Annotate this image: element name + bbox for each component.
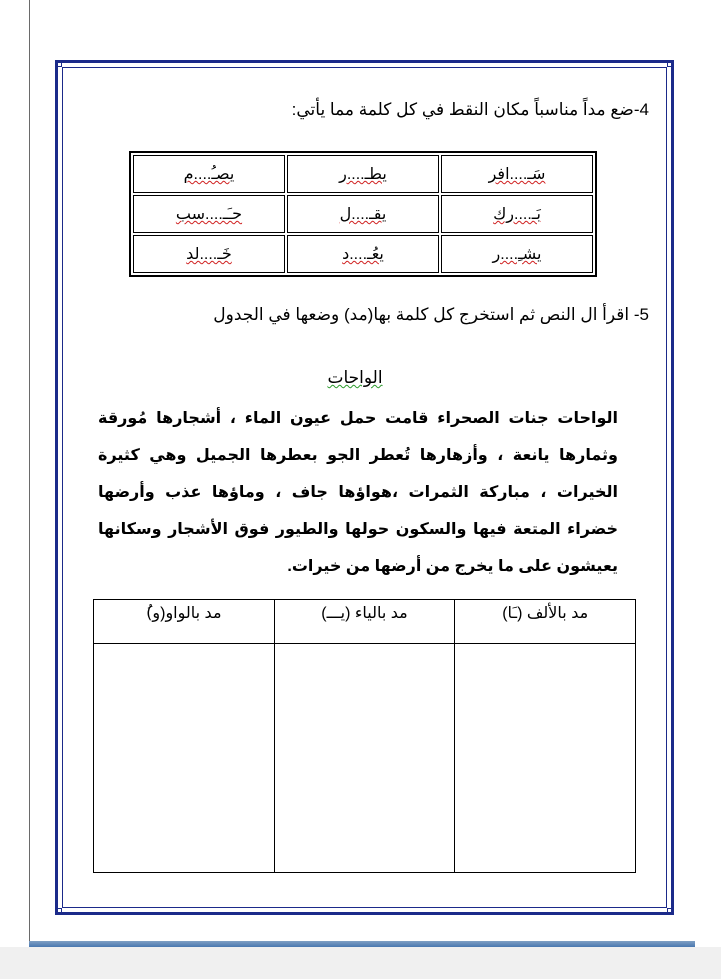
table-row — [133, 235, 593, 273]
page-left-edge — [29, 0, 30, 945]
header-cell-yaa: مد بالياء (يـــ) — [274, 600, 455, 644]
header-cell-alef: مد بالألف (ـَا) — [455, 600, 636, 644]
table-row — [133, 155, 593, 193]
word-cell[interactable]: يعُـ....د — [287, 235, 439, 273]
border-corner — [667, 908, 674, 915]
word-cell[interactable]: خَـ....لد — [133, 235, 285, 273]
passage-text: الواحات جنات الصحراء قامت حمل عيون الماء ، أشجارها مُورقة وثمارها يانعة ، وأزهارها تُعطر الجو بعطرها الجميل وهي كثيرة الخيرات ، مباركة الثمرات ،هواؤها جاف ، وماؤها عذب وأرضها خضراء المتعة فيها والسكون حولها والطيور فوق الأشجار وسكانها يعيشون على ما يخرج من أرضها من خيرات. — [98, 410, 618, 575]
border-corner — [667, 60, 674, 67]
table-row — [94, 644, 636, 873]
word-cell[interactable]: يقـ....ل — [287, 195, 439, 233]
question-4-title: 4-ضع مداً مناسباً مكان النقط في كل كلمة مما يأتي: — [291, 100, 649, 119]
answer-cell-alef[interactable] — [455, 644, 636, 873]
answer-table — [93, 599, 636, 873]
word-cell[interactable]: سَـ....افر — [441, 155, 593, 193]
border-corner — [55, 908, 62, 915]
workspace-background — [0, 947, 721, 979]
fill-in-words-table — [129, 151, 597, 277]
passage-title: الواحات — [327, 368, 383, 387]
answer-cell-waw[interactable] — [94, 644, 275, 873]
answer-cell-yaa[interactable] — [274, 644, 455, 873]
table-header-row — [94, 600, 636, 644]
word-cell[interactable]: يصـُ....م — [133, 155, 285, 193]
border-corner — [55, 60, 62, 67]
word-cell[interactable]: بَـ....رك — [441, 195, 593, 233]
word-cell[interactable]: يشـِ....ر — [441, 235, 593, 273]
word-cell[interactable]: حـَـ....سب — [133, 195, 285, 233]
header-cell-waw: مد بالواو(و)ُ — [94, 600, 275, 644]
word-cell[interactable]: يطـ....ر — [287, 155, 439, 193]
table-row — [133, 195, 593, 233]
question-5-title: 5- اقرأ ال النص ثم استخرج كل كلمة بها(مد) وضعها في الجدول — [213, 305, 649, 324]
